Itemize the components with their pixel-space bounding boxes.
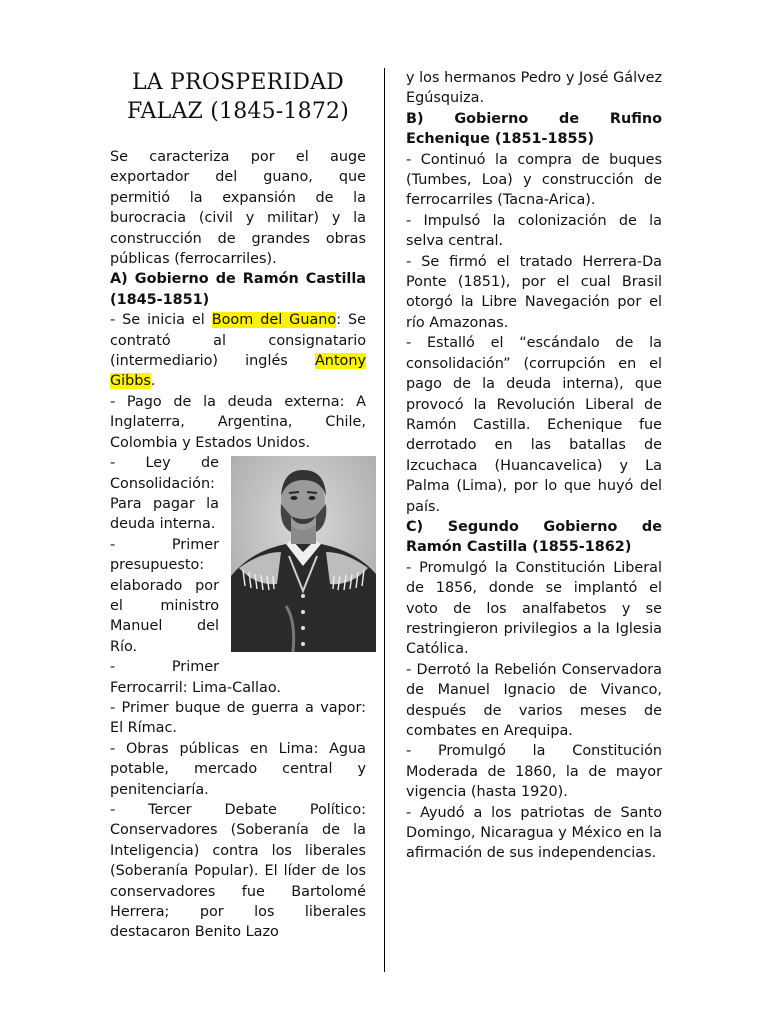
boom-pre: - Se inicia el xyxy=(110,312,212,329)
debate-item: - Tercer Debate Político: Conservadores (Soberanía de la Inteligencia) contra los liberales (Soberanía Popular). El líder de los conservadores fue Bartolomé Herrera; por los liberales destacaron Benito Lazo xyxy=(110,802,366,941)
castilla-portrait xyxy=(231,456,376,652)
deuda-externa-item: - Pago de la deuda externa: A Inglaterra, Argentina, Chile, Colombia y Estados Unidos. xyxy=(110,393,366,451)
section-c-item: - Promulgó la Constitución Moderada de 1860, la de mayor vigencia (hasta 1920). xyxy=(406,743,662,801)
boom-post: : Se contrató al consignatario (intermediario) inglés xyxy=(110,312,366,370)
boom-paragraph xyxy=(110,310,366,392)
section-b-item: - Impulsó la colonización de la selva central. xyxy=(406,212,662,250)
ferrocarril-item: - Primer Ferrocarril: Lima-Callao. xyxy=(110,659,281,696)
buque-item: - Primer buque de guerra a vapor: El Rímac. xyxy=(110,699,366,737)
left-column xyxy=(110,0,366,943)
section-c-item: - Promulgó la Constitución Liberal de 1856, donde se implantó el voto de los analfabetos y se restringieron privilegios a la Iglesia Católica. xyxy=(406,559,662,658)
section-c-heading: C) Segundo Gobierno de Ramón Castilla (1855-1862) xyxy=(406,518,662,556)
boom-highlight: Boom del Guano xyxy=(211,312,337,329)
continuation-paragraph: y los hermanos Pedro y José Gálvez Egúsquiza. xyxy=(406,70,662,107)
section-b-item: - Se firmó el tratado Herrera-Da Ponte (1851), por el cual Brasil otorgó la Libre Navegación por el río Amazonas. xyxy=(406,253,662,331)
presupuesto-item: - Primer presupuesto: elaborado por el ministro Manuel del Río. xyxy=(110,536,219,655)
section-b-item: - Continuó la compra de buques (Tumbes, Loa) y construcción de ferrocarriles (Tacna-Arica). xyxy=(406,151,662,209)
right-column xyxy=(406,0,662,864)
obras-item: - Obras públicas en Lima: Agua potable, mercado central y penitenciaría. xyxy=(110,740,366,798)
ley-consolidacion-item: - Ley de Consolidación: Para pagar la deuda interna. xyxy=(110,455,219,533)
section-c-item: - Derrotó la Rebelión Conservadora de Manuel Ignacio de Vivanco, después de varios meses de combates en Arequipa. xyxy=(406,661,662,739)
section-b-heading: B) Gobierno de Rufino Echenique (1851-1855) xyxy=(406,110,662,148)
section-c-item: - Ayudó a los patriotas de Santo Domingo, Nicaragua y México en la afirmación de sus independencias. xyxy=(406,804,662,862)
column-divider xyxy=(384,68,385,972)
page-title: LA PROSPERIDAD FALAZ (1845-1872) xyxy=(127,70,349,124)
gibbs-highlight: Antony Gibbs xyxy=(110,353,366,390)
section-a-heading: A) Gobierno de Ramón Castilla (1845-1851) xyxy=(110,271,366,308)
gibbs-post: . xyxy=(150,373,156,390)
section-b-item: - Estalló el “escándalo de la consolidación” (corrupción en el pago de la deuda interna), que provocó la Revolución Liberal de Ramón Castilla. Echenique fue derrotado en las batallas de Izcuchaca (Huancavelica) y La Palma (Lima), por lo que huyó del país. xyxy=(406,335,662,515)
intro-paragraph: Se caracteriza por el auge exportador del guano, que permitió la expansión de la burocracia (civil y militar) y la construcción de grandes obras públicas (ferrocarriles). xyxy=(110,149,366,268)
